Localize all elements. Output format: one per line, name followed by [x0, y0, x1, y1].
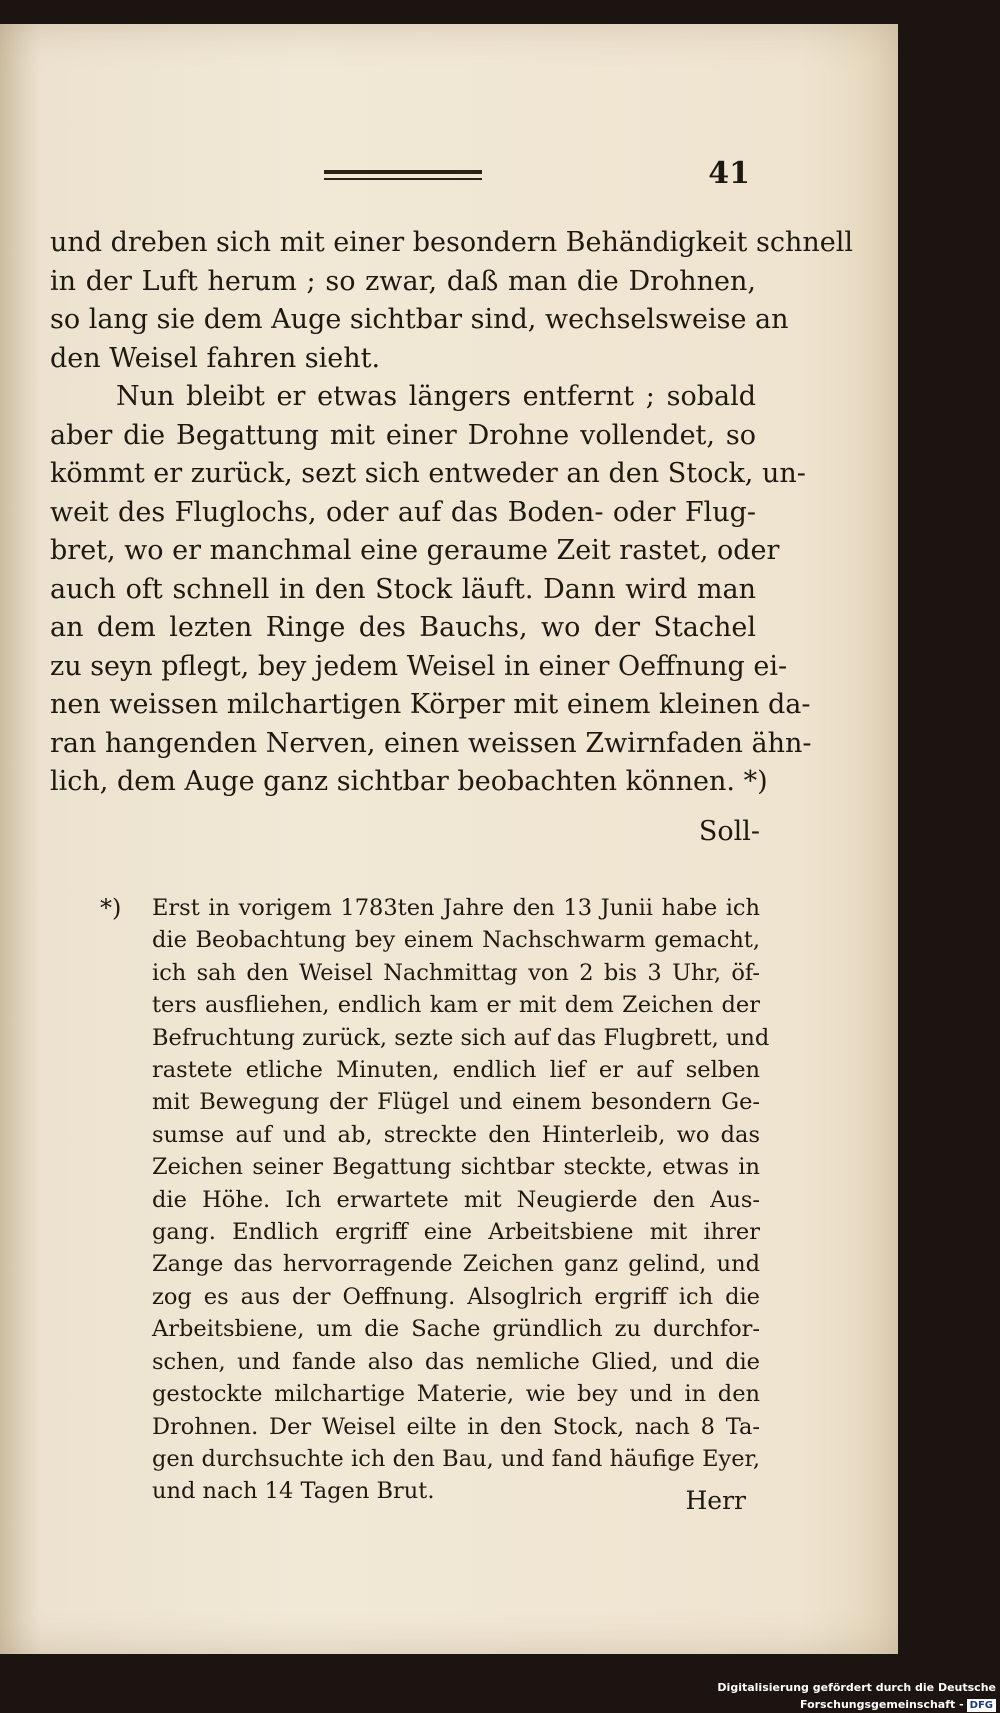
- book-page: [0, 24, 898, 1654]
- footnote-line: gen durchsuchte ich den Bau, und fand häufige Eyer,: [152, 1445, 760, 1472]
- footnote-line: Drohnen. Der Weisel eilte in den Stock, nach 8 Ta-: [152, 1413, 760, 1440]
- digitization-credit: [600, 1679, 996, 1711]
- header-rule: [324, 170, 482, 184]
- main-text: [50, 224, 853, 802]
- main-line: zu seyn pflegt, bey jedem Weisel in einer Oeffnung ei-: [50, 650, 788, 682]
- main-line: ran hangenden Nerven, einen weissen Zwirnfaden ähn-: [50, 727, 812, 759]
- main-line: kömmt er zurück, sezt sich entweder an den Stock, un-: [50, 458, 806, 489]
- footnote-line: gang. Endlich ergriff eine Arbeitsbiene mit ihrer: [152, 1219, 760, 1246]
- main-line: nen weissen milchartigen Körper mit einem kleinen da-: [50, 689, 811, 720]
- footnote-line: Zeichen seiner Begattung sichtbar steckte, etwas in: [152, 1154, 760, 1181]
- footnote-line: gestockte milchartige Materie, wie bey und in den: [152, 1381, 760, 1408]
- main-line: bret, wo er manchmal eine geraume Zeit rastet, oder: [50, 535, 780, 566]
- footnote-line: die Höhe. Ich erwartete mit Neugierde den Aus-: [152, 1186, 760, 1213]
- main-line: auch oft schnell in den Stock läuft. Dann wird man: [50, 573, 756, 605]
- page-number: 41: [708, 156, 750, 191]
- footnote-line: Zange das hervorragende Zeichen ganz gelind, und: [152, 1251, 760, 1278]
- footnote: [100, 892, 770, 1508]
- main-line: an dem lezten Ringe des Bauchs, wo der Stachel: [50, 612, 756, 643]
- credit-text: Digitalisierung gefördert durch die Deutsche Forschungsgemeinschaft -: [717, 1681, 996, 1711]
- footnote-line: Erst in vorigem 1783ten Jahre den 13 Junii habe ich: [152, 895, 760, 921]
- main-line: so lang sie dem Auge sichtbar sind, wechselsweise an: [50, 304, 789, 335]
- footnote-line: ich sah den Weisel Nachmittag von 2 bis 3 Uhr, öf-: [152, 959, 760, 986]
- main-line: den Weisel fahren sieht.: [50, 342, 381, 374]
- footnote-line: ters ausfliehen, endlich kam er mit dem Zeichen der: [152, 992, 760, 1019]
- footnote-line: mit Bewegung der Flügel und einem besondern Ge-: [152, 1089, 760, 1116]
- footnote-line: sumse auf und ab, streckte den Hinterleib, wo das: [152, 1121, 760, 1148]
- footnote-line: zog es aus der Oeffnung. Alsoglrich ergriff ich die: [152, 1283, 760, 1310]
- main-line: Nun bleibt er etwas längers entfernt ; sobald: [116, 381, 756, 412]
- footnote-marker: *): [100, 894, 122, 922]
- main-line: lich, dem Auge ganz sichtbar beobachten können. *): [50, 766, 768, 797]
- footnote-line: und nach 14 Tagen Brut.: [152, 1478, 435, 1505]
- main-line: in der Luft herum ; so zwar, daß man die Drohnen,: [50, 265, 756, 297]
- main-line: weit des Fluglochs, oder auf das Boden- oder Flug-: [50, 496, 756, 528]
- main-line: aber die Begattung mit einer Drohne vollendet, so: [50, 419, 756, 451]
- footnote-line: rastete etliche Minuten, endlich lief er auf selben: [152, 1057, 760, 1084]
- header-rule-thick: [324, 170, 482, 174]
- footnote-catchword: Herr: [685, 1486, 746, 1515]
- footnote-line: Arbeitsbiene, um die Sache gründlich zu durchfor-: [152, 1316, 760, 1343]
- footnote-line: schen, und fande also das nemliche Glied, und die: [152, 1348, 760, 1375]
- catchword: Soll-: [698, 816, 760, 847]
- footnote-line: Befruchtung zurück, sezte sich auf das Flugbrett, und: [152, 1024, 770, 1051]
- header-rule-thin: [324, 178, 482, 180]
- dfg-logo: DFG: [967, 1699, 996, 1712]
- main-line: und dreben sich mit einer besondern Behändigkeit schnell: [50, 227, 853, 258]
- footnote-line: die Beobachtung bey einem Nachschwarm gemacht,: [152, 927, 760, 954]
